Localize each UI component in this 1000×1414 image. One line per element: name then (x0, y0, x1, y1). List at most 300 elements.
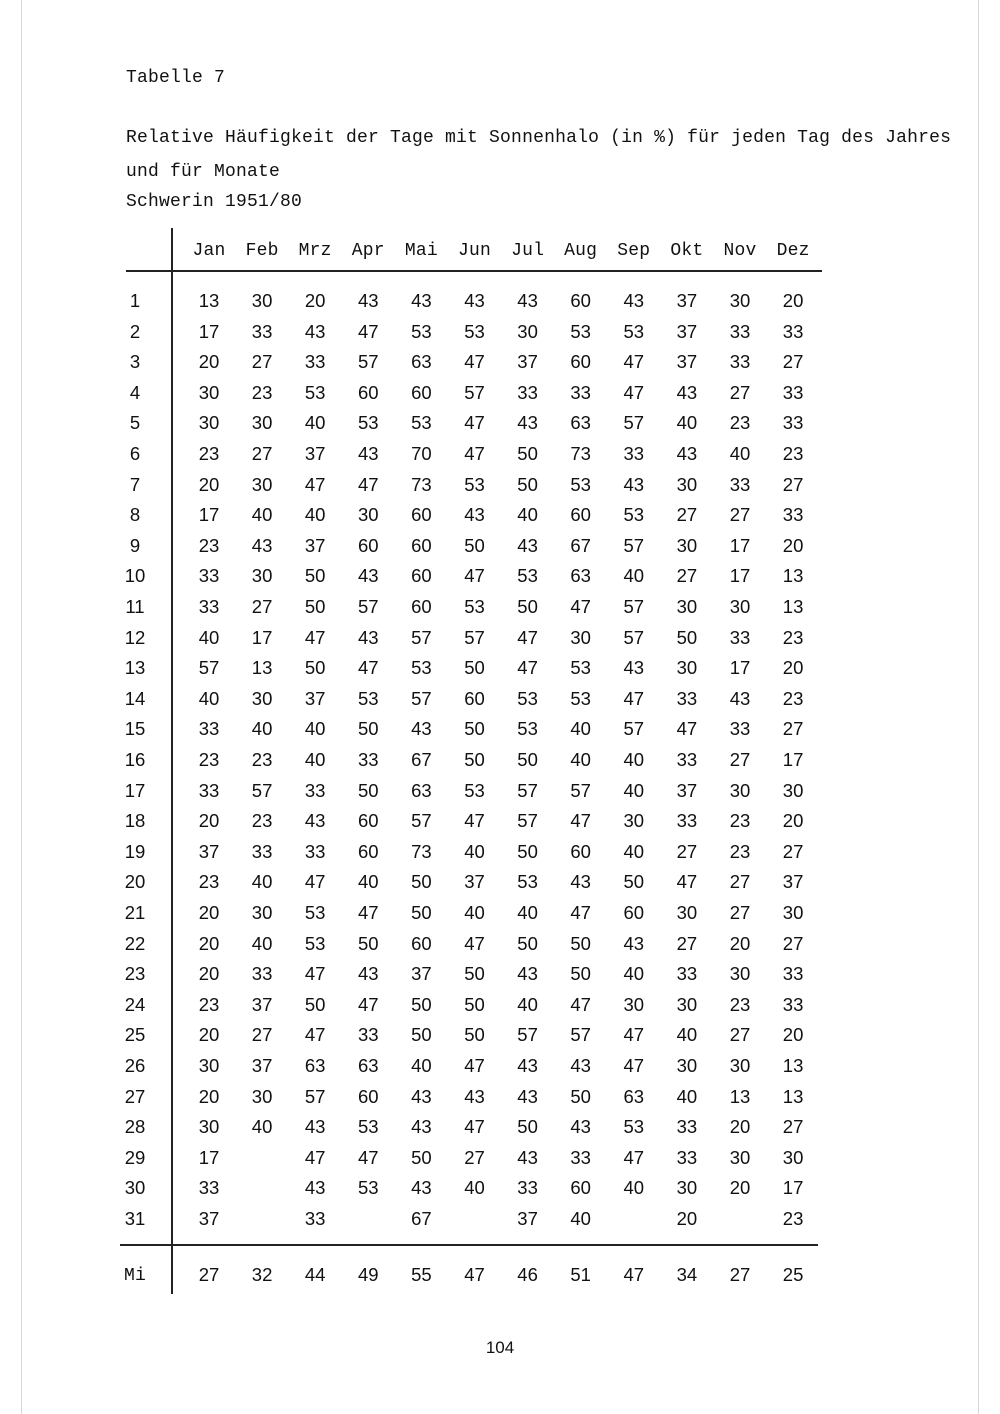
table-cell: 43 (517, 1085, 538, 1107)
table-cell: 27 (729, 504, 751, 526)
table-cell: 53 (464, 596, 485, 617)
table-cell: 27 (782, 840, 804, 862)
table-cell: 20 (198, 473, 220, 495)
table-cell: 30 (676, 473, 698, 495)
table-cell: 40 (570, 749, 591, 770)
table-cell: 47 (358, 473, 379, 495)
column-header: Mai (404, 241, 438, 261)
table-cell: 43 (358, 565, 379, 587)
table-cell: 50 (570, 1085, 591, 1107)
table-cell: 30 (623, 993, 645, 1015)
table-cell: 43 (251, 534, 273, 556)
table-cell: 33 (623, 443, 645, 464)
table-cell: 47 (464, 932, 485, 954)
table-cell: 27 (729, 871, 751, 893)
table-cell: 40 (623, 779, 645, 801)
table-cell: 37 (676, 290, 698, 311)
table-cell: 60 (358, 534, 379, 556)
table-cell: 47 (517, 657, 538, 679)
table-cell: 40 (729, 443, 751, 464)
table-cell: 53 (304, 932, 326, 954)
table-cell: 40 (623, 963, 645, 985)
table-cell: 60 (411, 596, 432, 617)
table-cell: 40 (304, 718, 326, 740)
table-cell: 30 (198, 1055, 220, 1076)
table-cell: 43 (517, 412, 538, 434)
table-header-rule (126, 270, 822, 272)
table-title-line2: und für Monate (126, 162, 281, 182)
table-cell: 53 (517, 718, 538, 740)
table-cell: 47 (464, 565, 485, 587)
table-cell: 30 (251, 473, 273, 495)
table-cell: 40 (623, 1177, 645, 1199)
table-cell: 33 (198, 565, 220, 587)
table-cell: 33 (251, 840, 273, 862)
table-cell: 40 (623, 565, 645, 587)
table-cell: 53 (623, 504, 645, 526)
mean-cell: 27 (729, 1264, 751, 1285)
table-title-station: Schwerin 1951/80 (126, 192, 303, 212)
table-cell: 53 (570, 320, 591, 342)
table-cell: 23 (198, 534, 220, 556)
table-cell: 23 (782, 626, 804, 648)
table-cell: 53 (623, 1116, 645, 1138)
table-cell: 30 (676, 534, 698, 556)
table-cell: 20 (782, 290, 804, 311)
table-cell: 47 (358, 902, 379, 923)
table-cell: 50 (411, 1024, 432, 1046)
table-cell: 60 (570, 840, 591, 862)
table-cell: 17 (251, 626, 273, 648)
table-cell: 47 (304, 963, 326, 985)
table-cell: 23 (251, 810, 273, 832)
table-cell: 30 (782, 779, 804, 801)
table-cell: 37 (411, 963, 432, 985)
table-cell: 50 (304, 657, 326, 679)
table-cell: 23 (782, 687, 804, 709)
table-cell: 33 (782, 963, 804, 985)
table-cell: 33 (676, 810, 698, 832)
table-cell: 63 (304, 1055, 326, 1076)
row-day-label: 10 (124, 565, 146, 587)
table-cell: 40 (676, 1085, 698, 1107)
table-cell: 20 (782, 810, 804, 832)
table-cell: 50 (304, 565, 326, 587)
table-cell: 27 (729, 749, 751, 770)
table-cell: 40 (517, 504, 538, 526)
table-cell: 73 (411, 840, 432, 862)
table-cell: 47 (464, 443, 485, 464)
table-cell: 60 (411, 534, 432, 556)
table-cell: 33 (198, 596, 220, 617)
table-cell: 47 (517, 626, 538, 648)
table-cell: 33 (782, 412, 804, 434)
table-cell: 40 (623, 749, 645, 770)
table-cell: 50 (570, 963, 591, 985)
table-cell: 50 (464, 963, 485, 985)
table-cell: 30 (517, 320, 538, 342)
table-cell: 33 (570, 1146, 591, 1168)
row-day-label: 2 (129, 320, 141, 342)
table-cell: 33 (676, 1146, 698, 1168)
table-cell: 60 (411, 932, 432, 954)
table-cell: 53 (411, 320, 432, 342)
table-cell: 20 (198, 902, 220, 923)
table-cell: 40 (198, 626, 220, 648)
table-cell: 60 (411, 381, 432, 403)
table-cell: 27 (782, 718, 804, 740)
table-cell: 53 (358, 1116, 379, 1138)
table-cell: 27 (676, 565, 698, 587)
table-cell: 33 (782, 320, 804, 342)
table-cell: 50 (517, 443, 538, 464)
table-cell: 43 (411, 1085, 432, 1107)
table-cell: 47 (358, 657, 379, 679)
column-header: Jul (511, 241, 545, 261)
table-cell: 30 (729, 290, 751, 311)
table-cell: 30 (729, 779, 751, 801)
table-cell: 53 (570, 687, 591, 709)
column-header: Nov (723, 241, 757, 261)
table-cell: 53 (570, 657, 591, 679)
table-vertical-rule (171, 228, 173, 1294)
table-cell: 43 (570, 1055, 591, 1076)
table-cell: 43 (623, 657, 645, 679)
scan-edge-left (21, 0, 22, 1414)
table-cell: 20 (782, 657, 804, 679)
table-cell: 47 (676, 871, 698, 893)
table-cell: 27 (676, 840, 698, 862)
table-cell: 23 (198, 993, 220, 1015)
table-cell: 37 (304, 687, 326, 709)
table-cell: 43 (358, 626, 379, 648)
table-cell: 50 (570, 932, 591, 954)
table-cell: 37 (517, 351, 538, 373)
row-day-label: 30 (124, 1177, 146, 1199)
row-day-label: 11 (125, 596, 145, 617)
row-day-label: 12 (124, 626, 146, 648)
table-cell: 23 (729, 412, 751, 434)
table-cell: 40 (676, 1024, 698, 1046)
table-cell: 43 (517, 1055, 538, 1076)
table-cell: 33 (304, 779, 326, 801)
table-cell: 33 (198, 779, 220, 801)
column-header: Sep (617, 241, 651, 261)
table-cell: 27 (251, 1024, 273, 1046)
table-cell: 20 (304, 290, 326, 311)
table-cell: 47 (464, 810, 485, 832)
table-cell: 47 (358, 1146, 379, 1168)
table-cell: 27 (729, 1024, 751, 1046)
table-cell: 47 (358, 993, 379, 1015)
table-cell: 30 (729, 1055, 751, 1076)
table-cell: 57 (517, 810, 538, 832)
table-cell: 57 (517, 1024, 538, 1046)
table-cell: 27 (782, 351, 804, 373)
table-cell: 33 (676, 749, 698, 770)
table-cell: 57 (623, 626, 645, 648)
table-cell: 27 (251, 351, 273, 373)
table-cell: 43 (464, 1085, 485, 1107)
table-cell: 23 (251, 749, 273, 770)
table-cell: 40 (358, 871, 379, 893)
table-cell: 37 (517, 1208, 538, 1229)
table-title-line1: Relative Häufigkeit der Tage mit Sonnenhalo (in %) für jeden Tag des Jahres (126, 128, 952, 148)
table-cell: 40 (464, 1177, 485, 1199)
table-cell: 20 (782, 534, 804, 556)
table-cell: 30 (729, 596, 751, 617)
row-day-label: 25 (124, 1024, 146, 1046)
table-cell: 13 (782, 1055, 804, 1076)
table-cell: 53 (411, 412, 432, 434)
table-cell: 20 (198, 1024, 220, 1046)
row-day-label: 27 (124, 1085, 146, 1107)
table-cell: 47 (623, 381, 645, 403)
table-cell: 60 (358, 1085, 379, 1107)
table-cell: 53 (517, 871, 538, 893)
table-cell: 33 (198, 718, 220, 740)
table-cell: 57 (517, 779, 538, 801)
table-cell: 33 (729, 473, 751, 495)
table-cell: 40 (198, 687, 220, 709)
table-cell: 40 (251, 504, 273, 526)
table-cell: 40 (251, 932, 273, 954)
table-cell: 30 (729, 1146, 751, 1168)
table-cell: 50 (464, 657, 485, 679)
table-cell: 43 (729, 687, 751, 709)
column-header: Mrz (298, 241, 332, 261)
mean-cell: 32 (251, 1264, 273, 1285)
table-cell: 47 (570, 902, 591, 923)
table-cell: 43 (570, 1116, 591, 1138)
table-cell: 53 (464, 779, 485, 801)
table-cell: 47 (570, 810, 591, 832)
table-cell: 33 (517, 381, 538, 403)
table-cell: 47 (304, 473, 326, 495)
table-cell: 60 (570, 351, 591, 373)
table-cell: 20 (782, 1024, 804, 1046)
table-cell: 47 (570, 596, 591, 617)
table-cell: 43 (411, 718, 432, 740)
table-cell: 37 (251, 1055, 273, 1076)
row-day-label: 4 (129, 381, 141, 403)
row-day-label: 29 (124, 1146, 146, 1168)
table-cell: 27 (676, 504, 698, 526)
table-cell: 63 (623, 1085, 645, 1107)
table-cell: 30 (676, 1055, 698, 1076)
table-cell: 27 (729, 902, 751, 923)
row-day-label: 13 (124, 657, 146, 679)
table-cell: 37 (304, 534, 326, 556)
table-cell: 43 (517, 290, 538, 311)
table-cell: 67 (570, 534, 591, 556)
table-cell: 53 (464, 473, 485, 495)
table-cell: 17 (782, 1177, 804, 1199)
table-cell: 67 (411, 1208, 432, 1229)
table-cell: 37 (782, 871, 804, 893)
table-cell: 23 (198, 443, 220, 464)
mean-cell: 49 (358, 1264, 379, 1285)
table-cell: 33 (304, 1208, 326, 1229)
table-cell: 50 (464, 993, 485, 1015)
table-cell: 50 (517, 596, 538, 617)
table-cell: 17 (782, 749, 804, 770)
table-cell: 53 (517, 565, 538, 587)
table-cell: 50 (358, 932, 379, 954)
table-cell: 60 (570, 1177, 591, 1199)
table-cell: 37 (676, 351, 698, 373)
table-cell: 43 (411, 1177, 432, 1199)
table-cell: 50 (464, 1024, 485, 1046)
table-cell: 43 (676, 381, 698, 403)
table-cell: 43 (570, 871, 591, 893)
row-day-label: 19 (124, 840, 146, 862)
row-day-label: 18 (124, 810, 146, 832)
table-cell: 30 (782, 902, 804, 923)
mean-cell: 25 (782, 1264, 804, 1285)
table-cell: 57 (570, 1024, 591, 1046)
table-cell: 43 (517, 534, 538, 556)
table-cell: 53 (464, 320, 485, 342)
column-header: Aug (564, 241, 598, 261)
table-cell: 13 (782, 565, 804, 587)
table-cell: 30 (251, 687, 273, 709)
row-day-label: 16 (124, 749, 146, 770)
table-cell: 33 (251, 963, 273, 985)
table-cell: 73 (411, 473, 432, 495)
table-cell: 27 (729, 381, 751, 403)
table-cell: 27 (676, 932, 698, 954)
table-cell: 40 (304, 749, 326, 770)
table-cell: 40 (517, 902, 538, 923)
row-day-label: 21 (124, 902, 146, 923)
row-day-label: 8 (129, 504, 141, 526)
table-cell: 33 (729, 351, 751, 373)
table-cell: 40 (251, 1116, 273, 1138)
column-header: Apr (351, 241, 385, 261)
table-cell: 40 (411, 1055, 432, 1076)
table-cell: 23 (729, 993, 751, 1015)
table-cell: 33 (676, 1116, 698, 1138)
table-cell: 43 (623, 290, 645, 311)
table-cell: 50 (676, 626, 698, 648)
table-cell: 50 (411, 1146, 432, 1168)
table-cell: 53 (411, 657, 432, 679)
table-cell: 17 (729, 657, 751, 679)
table-cell: 47 (464, 412, 485, 434)
table-cell: 30 (676, 993, 698, 1015)
table-cell: 33 (729, 626, 751, 648)
table-cell: 20 (198, 1085, 220, 1107)
table-cell: 53 (570, 473, 591, 495)
table-cell: 30 (676, 1177, 698, 1199)
table-cell: 47 (304, 626, 326, 648)
table-cell: 57 (570, 779, 591, 801)
table-cell: 50 (464, 718, 485, 740)
table-cell: 43 (304, 320, 326, 342)
mean-cell: 55 (411, 1264, 432, 1285)
table-cell: 50 (304, 596, 326, 617)
table-cell: 37 (676, 779, 698, 801)
table-cell: 23 (198, 871, 220, 893)
table-cell: 43 (517, 1146, 538, 1168)
table-cell: 37 (198, 840, 220, 862)
table-cell: 33 (570, 381, 591, 403)
table-cell: 43 (358, 290, 379, 311)
table-cell: 43 (411, 1116, 432, 1138)
table-cell: 30 (251, 902, 273, 923)
table-cell: 47 (623, 351, 645, 373)
table-cell: 33 (358, 749, 379, 770)
table-cell: 60 (358, 840, 379, 862)
table-cell: 50 (464, 749, 485, 770)
table-cell: 17 (198, 1146, 220, 1168)
row-day-label: 26 (124, 1055, 146, 1076)
table-cell: 60 (358, 381, 379, 403)
table-cell: 27 (782, 1116, 804, 1138)
table-cell: 30 (251, 290, 273, 311)
table-cell: 73 (570, 443, 591, 464)
table-cell: 47 (623, 1055, 645, 1076)
table-cell: 33 (782, 381, 804, 403)
table-cell: 47 (464, 1055, 485, 1076)
table-cell: 20 (198, 963, 220, 985)
column-header: Jun (457, 241, 491, 261)
table-cell: 47 (623, 1146, 645, 1168)
table-cell: 57 (464, 626, 485, 648)
table-cell: 47 (623, 687, 645, 709)
table-cell: 50 (464, 534, 485, 556)
column-header: Dez (776, 241, 810, 261)
page-number: 104 (485, 1338, 515, 1357)
table-cell: 33 (676, 687, 698, 709)
row-day-label: 5 (129, 412, 141, 434)
table-cell: 57 (411, 810, 432, 832)
table-cell: 63 (570, 412, 591, 434)
table-cell: 40 (251, 871, 273, 893)
table-cell: 60 (411, 504, 432, 526)
table-cell: 50 (517, 1116, 538, 1138)
table-cell: 13 (251, 657, 273, 679)
table-cell: 43 (623, 932, 645, 954)
table-cell: 20 (729, 932, 751, 954)
table-cell: 23 (729, 810, 751, 832)
table-cell: 53 (358, 687, 379, 709)
table-cell: 33 (304, 840, 326, 862)
table-cell: 40 (623, 840, 645, 862)
table-cell: 47 (304, 871, 326, 893)
table-cell: 63 (570, 565, 591, 587)
row-day-label: 6 (129, 443, 141, 464)
table-cell: 23 (198, 749, 220, 770)
table-cell: 47 (676, 718, 698, 740)
table-cell: 30 (570, 626, 591, 648)
table-cell: 50 (411, 993, 432, 1015)
row-day-label: 31 (124, 1208, 146, 1229)
table-cell: 30 (729, 963, 751, 985)
table-cell: 20 (729, 1116, 751, 1138)
table-cell: 20 (729, 1177, 751, 1199)
table-cell: 37 (464, 871, 485, 893)
table-cell: 43 (411, 290, 432, 311)
table-cell: 47 (623, 1024, 645, 1046)
table-cell: 33 (782, 993, 804, 1015)
table-cell: 43 (517, 963, 538, 985)
column-header: Okt (670, 241, 704, 261)
table-cell: 30 (358, 504, 379, 526)
table-cell: 47 (304, 1146, 326, 1168)
mean-cell: 27 (198, 1264, 220, 1285)
